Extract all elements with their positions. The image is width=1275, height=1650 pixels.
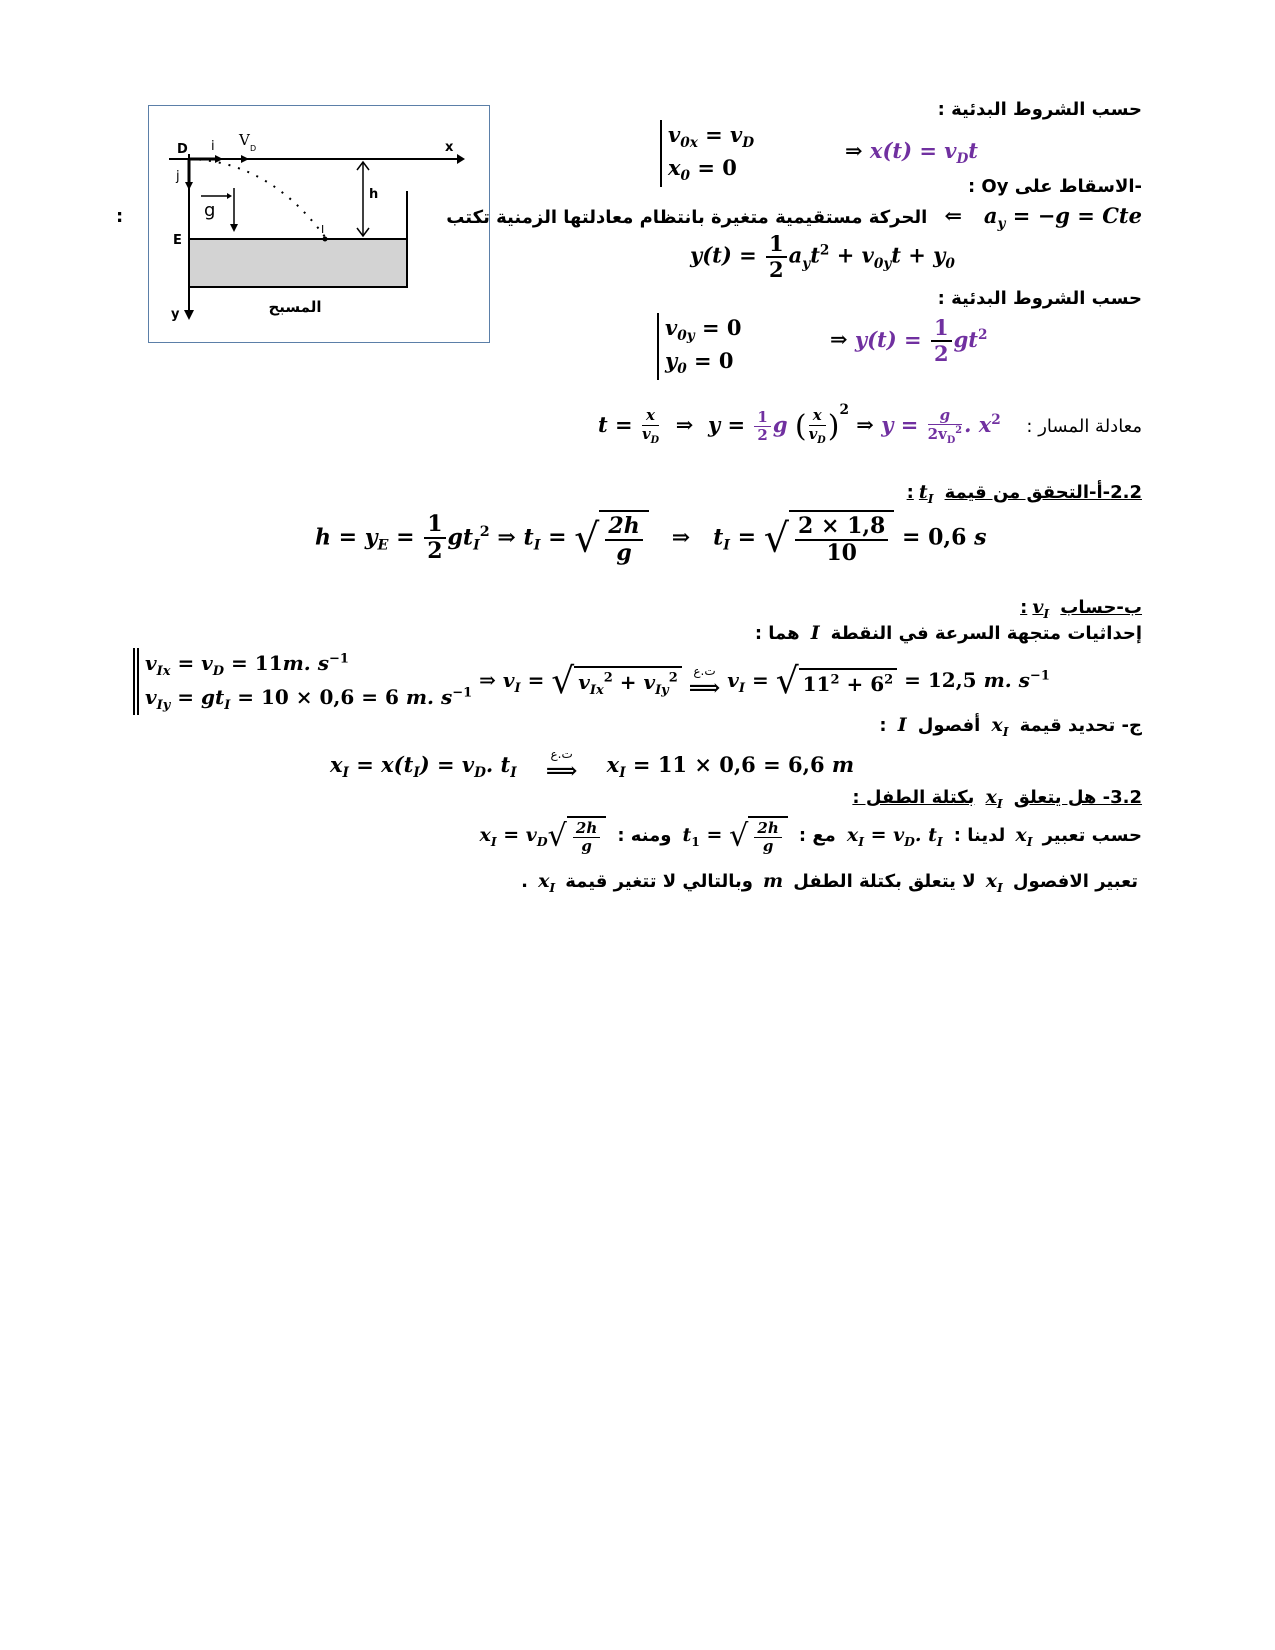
- heading-b-text: ب-حساب: [1060, 597, 1142, 618]
- last-line-1: حسب تعبير $x_I$ لدينا : $x_I = v_D$. $t_I$ مع : $t_1$ = √ $\frac{2h}{g}$ ومنه : $x_I = v_D√$ $\frac{2h}{g}$: [474, 816, 1143, 856]
- label-E: E: [173, 233, 182, 248]
- vIy-value: 6: [384, 684, 399, 709]
- last-line-1-a: حسب تعبير: [1042, 824, 1142, 846]
- heading-3-2-text: 3.2- هل يتعلق: [1013, 787, 1142, 808]
- equation-vI: $v_{Ix} = v_D = 11m$. $s^{-1}$ $v_{Iy} = gt_I = 10 \times 0,6 = 6$ m. $s^{-1}$ ⇒ $v_I$ = √ $v_{Ix}^2 + v_{Iy}^2$ ت.ع ⟹ $v_I$ = √ $11^2 + 6^2 = 12,5$ m. $s^{-1}$: [133, 648, 1050, 715]
- heading-b-colon: :: [1020, 597, 1028, 618]
- last-line-1-d: ومنه :: [617, 824, 672, 846]
- heading-c-colon: :: [879, 715, 887, 736]
- pool-caption: المسبح: [268, 298, 322, 316]
- equation-y-general: y(t) = $\frac{1}{2}$ $a_yt^2 + v_{0y}t + y_0$: [690, 231, 955, 283]
- label-x: x: [445, 140, 454, 155]
- tI-result: 0,6: [928, 524, 967, 551]
- point-I: [323, 237, 328, 242]
- heading-c-mid: أفصول: [917, 715, 981, 736]
- system-x0: $v_{0x} = v_D$ $x_0 = 0$: [660, 120, 754, 187]
- g-vector-arrow: [230, 224, 238, 232]
- last-line-2-a: تعبير الافصول: [1012, 871, 1138, 892]
- equation-x-of-t: ⇒ $x(t) = v_Dt$: [845, 138, 978, 168]
- y-axis-arrow: [184, 310, 194, 320]
- heading-3-2: 3.2- هل يتعلق $x_I$ بكتلة الطفل :: [852, 786, 1142, 811]
- motion-desc: الحركة مستقيمية متغيرة بانتظام معادلتها الزمنية تكتب: [446, 207, 928, 228]
- label-D: D: [177, 142, 188, 157]
- equation-trajectory: t = $\frac{x}{v_D}$ ⇒ y = $\frac{1}{2}$ g ( $\frac{x}{v_D}$ )$^2$ ⇒ y = $\frac{g}{2v_D^2}$ . $x^2$: [598, 402, 1001, 447]
- coords-line: إحداثيات متجهة السرعة في النقطة I هما :: [754, 622, 1142, 644]
- figure: [148, 105, 490, 343]
- last-line-2-c: وبالتالي لا تتغير قيمة: [565, 871, 753, 892]
- heading-2-2a-colon: :: [906, 482, 914, 503]
- label-VD-sub: D: [250, 144, 257, 153]
- system-y0: $v_{0y} = 0$ $y_0 = 0$: [657, 313, 741, 380]
- label-g: g: [204, 200, 216, 221]
- coords-prefix: إحداثيات متجهة السرعة في النقطة: [830, 623, 1142, 644]
- trajectory-curve: [189, 159, 325, 237]
- heading-trajectory: معادلة المسار :: [1026, 416, 1142, 437]
- label-VD: V: [239, 131, 250, 149]
- g-value: 10: [826, 540, 857, 567]
- label-h: h: [369, 187, 379, 202]
- heading-b: ب-حساب $v_I$ :: [1020, 596, 1142, 621]
- heading-c: ج- تحديد قيمة $x_I$ أفصول I :: [879, 714, 1142, 739]
- heading-c-text: ج- تحديد قيمة: [1019, 715, 1142, 736]
- equation-tI: $h = y_E$ = $\frac{1}{2}$ $gt_I^2$ ⇒ $t_I$ = √ $\frac{2h}{g}$ ⇒ $t_I$ = √ $\frac{2 \times 1,8}{10}$ = 0,6 s: [315, 511, 987, 567]
- last-line-2-b: لا يتعلق بكتلة الطفل: [793, 871, 976, 892]
- vI-result: 12,5: [927, 668, 977, 692]
- h-value: 1,8: [847, 513, 886, 539]
- label-y: y: [171, 307, 180, 322]
- label-j: j: [176, 169, 180, 184]
- heading-initial-conditions-2: حسب الشروط البدئية :: [937, 288, 1142, 309]
- unit-j-arrow: [185, 182, 193, 190]
- heading-2-2a-text: 2.2-أ-التحقق من قيمة: [944, 482, 1142, 503]
- arrow-label-1: ت.ع: [693, 663, 716, 678]
- last-line-1-b: لدينا :: [953, 824, 1006, 846]
- last-line-1-c: مع :: [798, 824, 836, 846]
- heading-2-2a: 2.2-أ-التحقق من قيمة $t_I$ :: [906, 481, 1142, 506]
- pool-water: [189, 239, 407, 287]
- label-I: I: [321, 223, 325, 236]
- heading-3-2-end: بكتلة الطفل :: [852, 787, 975, 808]
- equation-xI: $x_I = x(t_I) = v_D$. $t_I$ ت.ع ⟹ $x_I = 11 \times 0,6 = 6,6$ m: [330, 747, 855, 784]
- xI-result: 6,6: [788, 752, 825, 777]
- coords-suffix: هما :: [754, 623, 800, 644]
- heading-projection-oy: -الاسقاط على Oy :: [967, 176, 1142, 197]
- figure-side-colon: :: [116, 206, 124, 227]
- equation-y-of-t: ⇒ y(t) = $\frac{1}{2}$ $gt^2$: [830, 315, 988, 367]
- label-i: i: [211, 139, 215, 154]
- heading-initial-conditions-1: حسب الشروط البدئية :: [937, 99, 1142, 120]
- arrow-label-2: ت.ع: [550, 747, 573, 761]
- x-axis-arrow: [457, 154, 465, 164]
- g-label-bar-arrow: [227, 193, 232, 199]
- vD-value: 11: [254, 651, 283, 675]
- last-line-2: تعبير الافصول $x_I$ لا يتعلق بكتلة الطفل m وبالتالي لا تتغير قيمة $x_I$ .: [521, 870, 1138, 895]
- vd-arrow: [241, 155, 249, 163]
- figure-drawing: [149, 106, 489, 342]
- motion-line: الحركة مستقيمية متغيرة بانتظام معادلتها الزمنية تكتب ⇐ $a_y = -g$ = Cte: [446, 203, 1142, 233]
